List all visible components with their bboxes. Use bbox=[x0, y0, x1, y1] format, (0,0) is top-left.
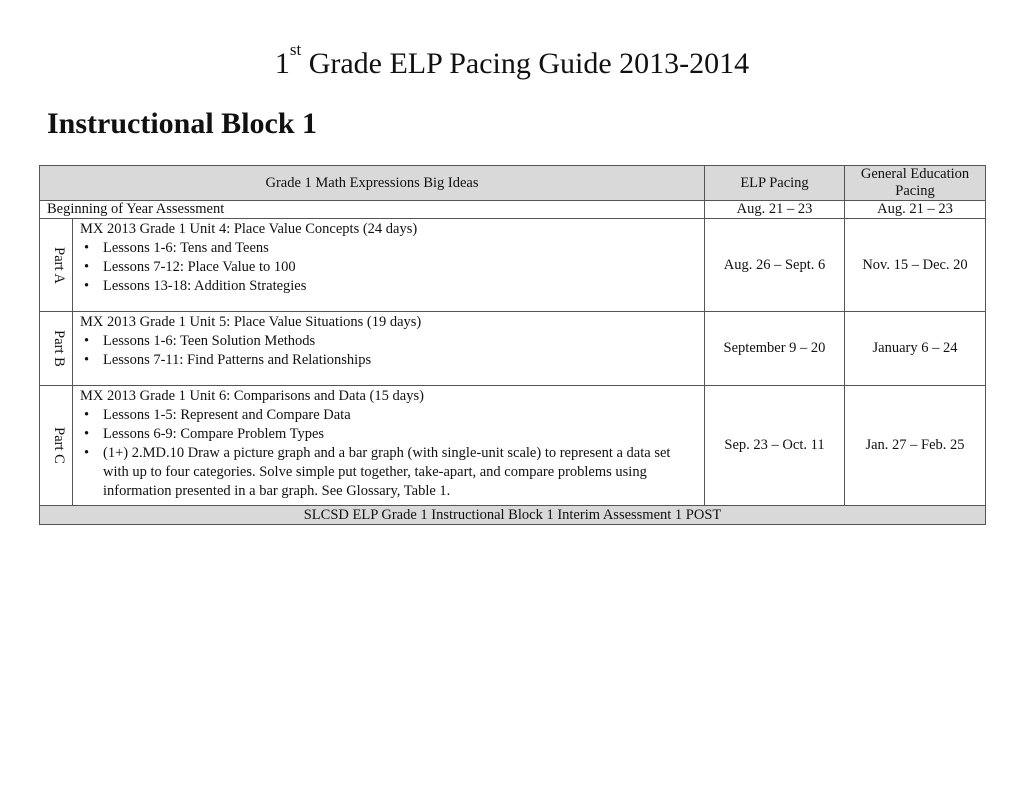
part-b-gen-ed-pacing: January 6 – 24 bbox=[845, 312, 986, 386]
list-item: • Lessons 1-6: Tens and Teens bbox=[80, 239, 698, 258]
title-grade-number: 1 bbox=[274, 47, 290, 80]
interim-assessment-label: SLCSD ELP Grade 1 Instructional Block 1 Interim Assessment 1 POST bbox=[40, 506, 986, 525]
list-item: • Lessons 6-9: Compare Problem Types bbox=[80, 425, 698, 444]
part-c-content bbox=[73, 386, 705, 506]
list-item: • Lessons 1-6: Teen Solution Methods bbox=[80, 332, 698, 351]
section-heading: Instructional Block 1 bbox=[47, 107, 318, 140]
part-b-unit-title: MX 2013 Grade 1 Unit 5: Place Value Situations (19 days) bbox=[80, 314, 422, 330]
part-b-elp-pacing: September 9 – 20 bbox=[705, 312, 845, 386]
list-item: • (1+) 2.MD.10 Draw a picture graph and a bar graph (with single-unit scale) to represent a data set with up to four categories. Solve simple put together, take-apart, and compare problems using information presented in a bar graph. See Glossary, Table 1. bbox=[80, 444, 698, 501]
document-title bbox=[0, 40, 1024, 84]
part-a-cell bbox=[40, 219, 73, 312]
part-c-unit-title: MX 2013 Grade 1 Unit 6: Comparisons and Data (15 days) bbox=[80, 388, 424, 404]
beginning-assessment-label: Beginning of Year Assessment bbox=[40, 201, 705, 219]
table-row-part-a bbox=[40, 219, 986, 312]
pacing-table bbox=[39, 165, 986, 525]
part-a-unit-title: MX 2013 Grade 1 Unit 4: Place Value Concepts (24 days) bbox=[80, 221, 418, 237]
list-item: • Lessons 7-12: Place Value to 100 bbox=[80, 258, 698, 277]
list-item: • Lessons 1-5: Represent and Compare Data bbox=[80, 406, 698, 425]
part-c-gen-ed-pacing: Jan. 27 – Feb. 25 bbox=[845, 386, 986, 506]
part-c-lesson-list bbox=[80, 406, 698, 501]
part-a-lesson-list bbox=[80, 239, 698, 296]
table-row-part-b bbox=[40, 312, 986, 386]
beginning-assessment-gen-ed: Aug. 21 – 23 bbox=[845, 201, 986, 219]
header-big-ideas: Grade 1 Math Expressions Big Ideas bbox=[40, 166, 705, 201]
part-b-label: Part B bbox=[50, 330, 67, 367]
part-c-label: Part C bbox=[50, 427, 67, 464]
beginning-assessment-elp: Aug. 21 – 23 bbox=[705, 201, 845, 219]
table-header-row bbox=[40, 166, 986, 201]
part-b-content bbox=[73, 312, 705, 386]
part-a-content bbox=[73, 219, 705, 312]
list-item: • Lessons 7-11: Find Patterns and Relationships bbox=[80, 351, 698, 370]
table-row-beginning-assessment bbox=[40, 201, 986, 219]
table-row-interim-assessment bbox=[40, 506, 986, 525]
part-c-cell bbox=[40, 386, 73, 506]
part-a-gen-ed-pacing: Nov. 15 – Dec. 20 bbox=[845, 219, 986, 312]
part-b-cell bbox=[40, 312, 73, 386]
part-a-elp-pacing: Aug. 26 – Sept. 6 bbox=[705, 219, 845, 312]
list-item: • Lessons 13-18: Addition Strategies bbox=[80, 277, 698, 296]
title-ordinal-suffix: st bbox=[289, 40, 302, 59]
title-text: Grade ELP Pacing Guide 2013-2014 bbox=[301, 47, 750, 80]
header-elp-pacing: ELP Pacing bbox=[705, 166, 845, 201]
table-row-part-c bbox=[40, 386, 986, 506]
part-a-label: Part A bbox=[50, 246, 67, 284]
part-c-elp-pacing: Sep. 23 – Oct. 11 bbox=[705, 386, 845, 506]
header-gen-ed-pacing: General Education Pacing bbox=[845, 166, 986, 201]
part-b-lesson-list bbox=[80, 332, 698, 370]
